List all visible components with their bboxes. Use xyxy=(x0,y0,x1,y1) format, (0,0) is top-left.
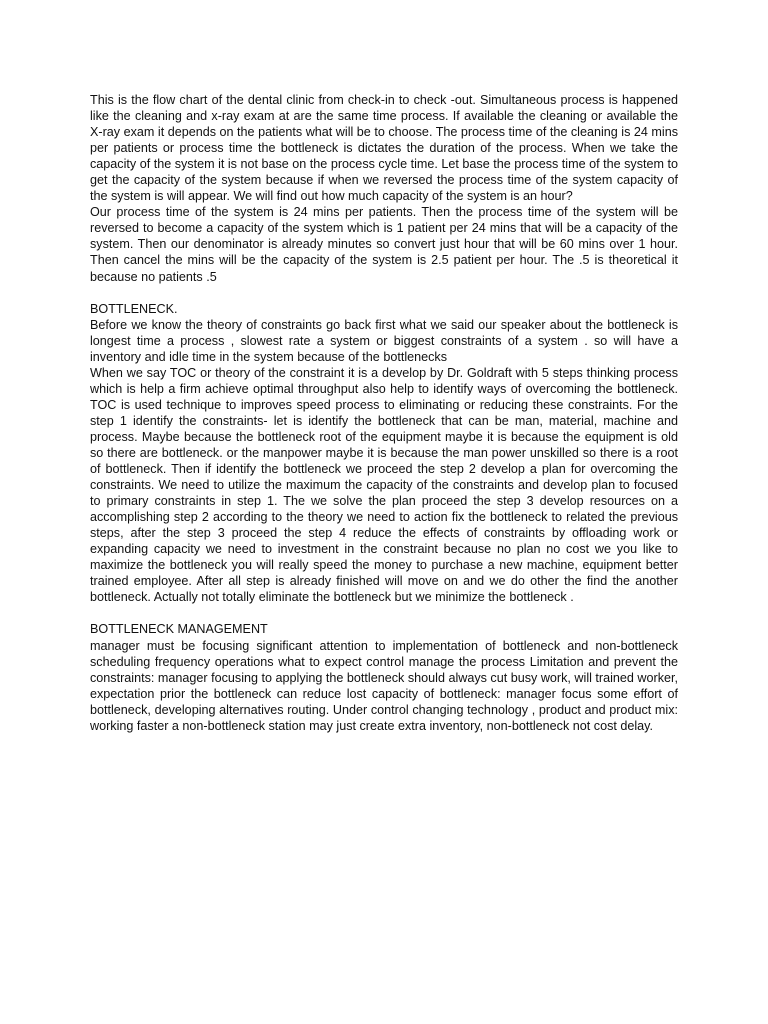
management-paragraph: manager must be focusing significant attention to implementation of bottleneck and non-bottleneck scheduling frequency operations what to expect control manage the process Limitation and prevent the constraints: manager focusing to applying the bottleneck should always cut busy work, will trained worker, expectation prior the bottleneck can reduce lost capacity of bottleneck: manager focus some effort of bottleneck, developing alternatives routing. Under control changing technology , product and product mix: working faster a non-bottleneck station may just create extra inventory, non-bottleneck not cost delay. xyxy=(90,638,679,733)
bottleneck-heading: BOTTLENECK. xyxy=(90,301,178,316)
bottleneck-paragraph-2: When we say TOC or theory of the constraint it is a develop by Dr. Goldraft with 5 steps thinking process which is help a firm achieve optimal throughput also help to identify ways of overcoming the bottleneck. TOC is used technique to improves speed process to eliminating or reducing these constraints. For the step 1 identify the constraints- let is identify the bottleneck that can be man, material, machine and process. Maybe because the bottleneck root of the equipment maybe it is because the equipment is old so there are bottleneck. or the manpower maybe it is because the man power unskilled so there is a root of bottleneck. Then if identify the bottleneck we proceed the step 2 develop a plan for overcoming the constraints. We need to utilize the maximum the capacity of the constraints and develop plan to focused to primary constraints in step 1. The we solve the plan proceed the step 3 develop resources on a accomplishing step 2 according to the theory we need to action fix the bottleneck to related the previous steps, after the step 3 proceed the step 4 reduce the effects of constraints by offloading work or expanding capacity we need to investment in the constraint because no plan no cost we you like to maximize the bottleneck you will really speed the money to purchase a new machine, equipment better trained employee. After all step is already finished will move on and we do other the find the another bottleneck. Actually not totally eliminate the bottleneck but we minimize the bottleneck . xyxy=(90,365,678,605)
bottleneck-paragraph-1: Before we know the theory of constraints go back first what we said our speaker about the bottleneck is longest time a process , slowest rate a system or biggest constraints of a system . so will have a inventory and idle time in the system because of the bottlenecks xyxy=(90,317,678,364)
paragraph-gap xyxy=(90,605,678,621)
management-heading: BOTTLENECK MANAGEMENT xyxy=(90,622,268,637)
paragraph-gap xyxy=(90,285,678,301)
document-body xyxy=(90,92,678,734)
intro-paragraph-2: Our process time of the system is 24 mins per patients. Then the process time of the system will be reversed to become a capacity of the system which is 1 patient per 24 mins that will be a capacity of the system. Then our denominator is already minutes so convert just hour that will be 60 mins over 1 hour. Then cancel the mins will be the capacity of the system is 2.5 patient per hour. The .5 is theoretical it because no patients .5 xyxy=(90,205,678,284)
intro-paragraph-1: This is the flow chart of the dental clinic from check-in to check -out. Simultaneous process is happened like the cleaning and x-ray exam at are the same time process. If available the cleaning or available the X-ray exam it depends on the patients what will be to choose. The process time of the cleaning is 24 mins per patients or process time the bottleneck is dictates the duration of the process. When we take the capacity of the system it is not base on the process cycle time. Let base the process time of the system to get the capacity of the system because if when we reversed the process time of the system capacity of the system is will appear. We will find out how much capacity of the system is an hour? xyxy=(90,93,678,204)
